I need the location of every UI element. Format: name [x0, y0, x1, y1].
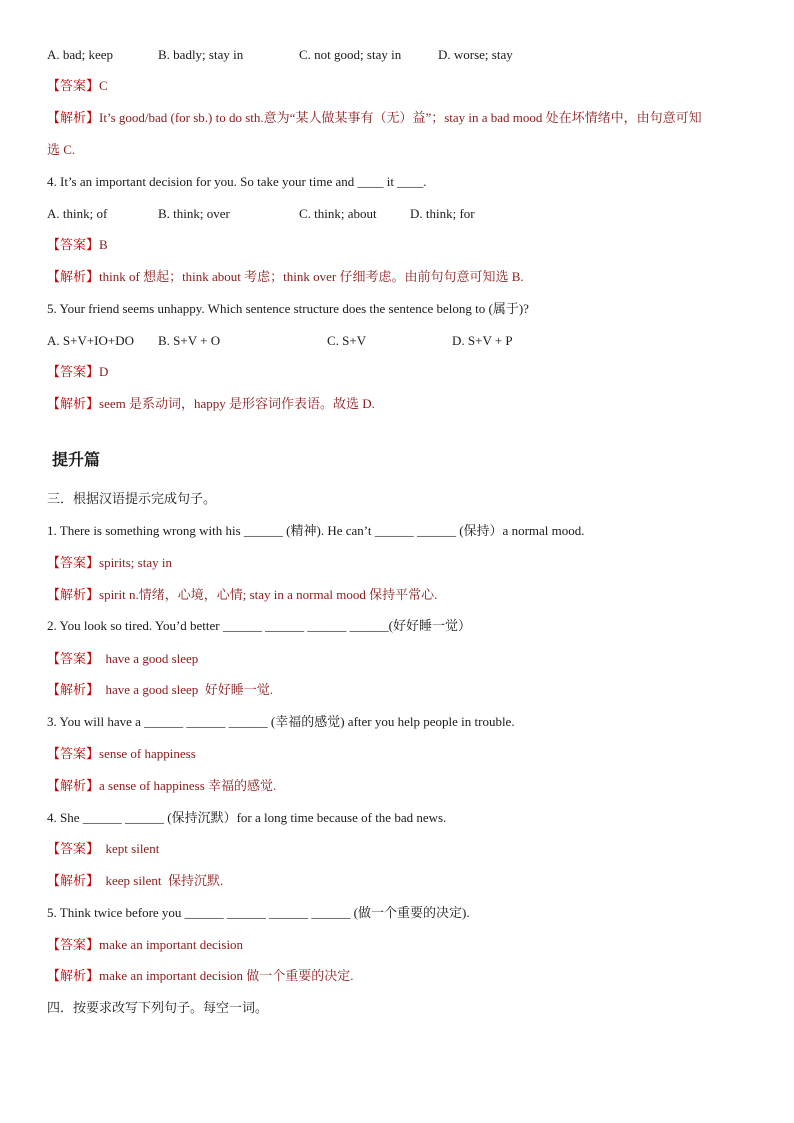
answer-tag: 【答案】	[47, 746, 100, 761]
q4-option-b: B. think; over	[158, 206, 230, 221]
s3-question: 3. You will have a ______ ______ ______ (幸福的感觉) after you help people in trouble.	[47, 714, 515, 729]
answer-text: kept silent	[99, 841, 160, 856]
q4-answer	[47, 237, 108, 253]
analysis-tag: 【解析】	[47, 587, 100, 602]
analysis-tag: 【解析】	[47, 682, 100, 697]
s1-analysis	[47, 587, 437, 603]
analysis-text: make an important decision 做一个重要的决定.	[99, 968, 354, 983]
answer-tag: 【答案】	[47, 237, 100, 252]
analysis-tag: 【解析】	[47, 778, 100, 793]
q5-option-d: D. S+V + P	[452, 333, 513, 348]
analysis-text: a sense of happiness 幸福的感觉.	[99, 778, 277, 793]
q4-question: 4. It’s an important decision for you. So take your time and ____ it ____.	[47, 174, 427, 189]
answer-text: B	[99, 237, 108, 252]
answer-text: have a good sleep	[99, 651, 199, 666]
analysis-tag: 【解析】	[47, 873, 100, 888]
s2-analysis	[47, 682, 273, 698]
answer-text: spirits; stay in	[99, 555, 172, 570]
part3-title: 三．根据汉语提示完成句子。	[47, 491, 217, 506]
analysis-text: have a good sleep 好好睡一觉.	[99, 682, 274, 697]
analysis-text: think of 想起；think about 考虑；think over 仔细考虑。由前句句意可知选 B.	[99, 269, 524, 284]
s2-question: 2. You look so tired. You’d better ______ ______ ______ ______(好好睡一觉）	[47, 618, 471, 633]
s1-question: 1. There is something wrong with his ______ (精神). He can’t ______ ______ (保持）a normal mood.	[47, 523, 585, 538]
s4-question: 4. She ______ ______ (保持沉默）for a long time because of the bad news.	[47, 810, 447, 825]
s3-analysis	[47, 778, 276, 794]
q4-option-d: D. think; for	[410, 206, 475, 221]
analysis-tag: 【解析】	[47, 396, 100, 411]
answer-text: make an important decision	[99, 937, 244, 952]
analysis-text: keep silent 保持沉默.	[99, 873, 224, 888]
q5-answer	[47, 364, 108, 380]
q3-option-b: B. badly; stay in	[158, 47, 244, 62]
answer-tag: 【答案】	[47, 841, 100, 856]
q3-analysis-cont: 选 C.	[47, 142, 76, 157]
s3-answer	[47, 746, 196, 762]
part4-title: 四．按要求改写下列句子。每空一词。	[47, 1000, 269, 1015]
answer-tag: 【答案】	[47, 364, 100, 379]
analysis-tag: 【解析】	[47, 110, 100, 125]
q3-answer	[47, 78, 108, 94]
s5-analysis	[47, 968, 354, 984]
q3-option-c: C. not good; stay in	[299, 47, 402, 62]
q4-analysis	[47, 269, 524, 285]
answer-tag: 【答案】	[47, 78, 100, 93]
q3-option-a: A. bad; keep	[47, 47, 114, 62]
s4-answer	[47, 841, 159, 857]
q5-analysis	[47, 396, 375, 412]
q3-analysis	[47, 110, 702, 126]
answer-text: C	[99, 78, 108, 93]
answer-tag: 【答案】	[47, 651, 100, 666]
s4-analysis	[47, 873, 223, 889]
q5-option-c: C. S+V	[327, 333, 367, 348]
q3-option-d: D. worse; stay	[438, 47, 513, 62]
answer-text: sense of happiness	[99, 746, 196, 761]
analysis-text: seem 是系动词，happy 是形容词作表语。故选 D.	[99, 396, 375, 411]
answer-tag: 【答案】	[47, 555, 100, 570]
s1-answer	[47, 555, 172, 571]
analysis-tag: 【解析】	[47, 269, 100, 284]
q5-option-b: B. S+V + O	[158, 333, 221, 348]
q4-option-a: A. think; of	[47, 206, 108, 221]
s2-answer	[47, 651, 198, 667]
analysis-tag: 【解析】	[47, 968, 100, 983]
s5-question: 5. Think twice before you ______ ______ ______ ______ (做一个重要的决定).	[47, 905, 470, 920]
q5-question: 5. Your friend seems unhappy. Which sentence structure does the sentence belong to (属于)?	[47, 301, 529, 316]
q4-option-c: C. think; about	[299, 206, 377, 221]
section-heading: 提升篇	[52, 452, 101, 469]
analysis-text: spirit n.情绪，心境，心情; stay in a normal mood 保持平常心.	[99, 587, 438, 602]
q5-option-a: A. S+V+IO+DO	[47, 333, 134, 348]
analysis-text: It’s good/bad (for sb.) to do sth.意为“某人做某事有（无）益”；stay in a bad mood 处在坏情绪中，由句意可知	[99, 110, 702, 125]
answer-tag: 【答案】	[47, 937, 100, 952]
answer-text: D	[99, 364, 109, 379]
s5-answer	[47, 937, 243, 953]
